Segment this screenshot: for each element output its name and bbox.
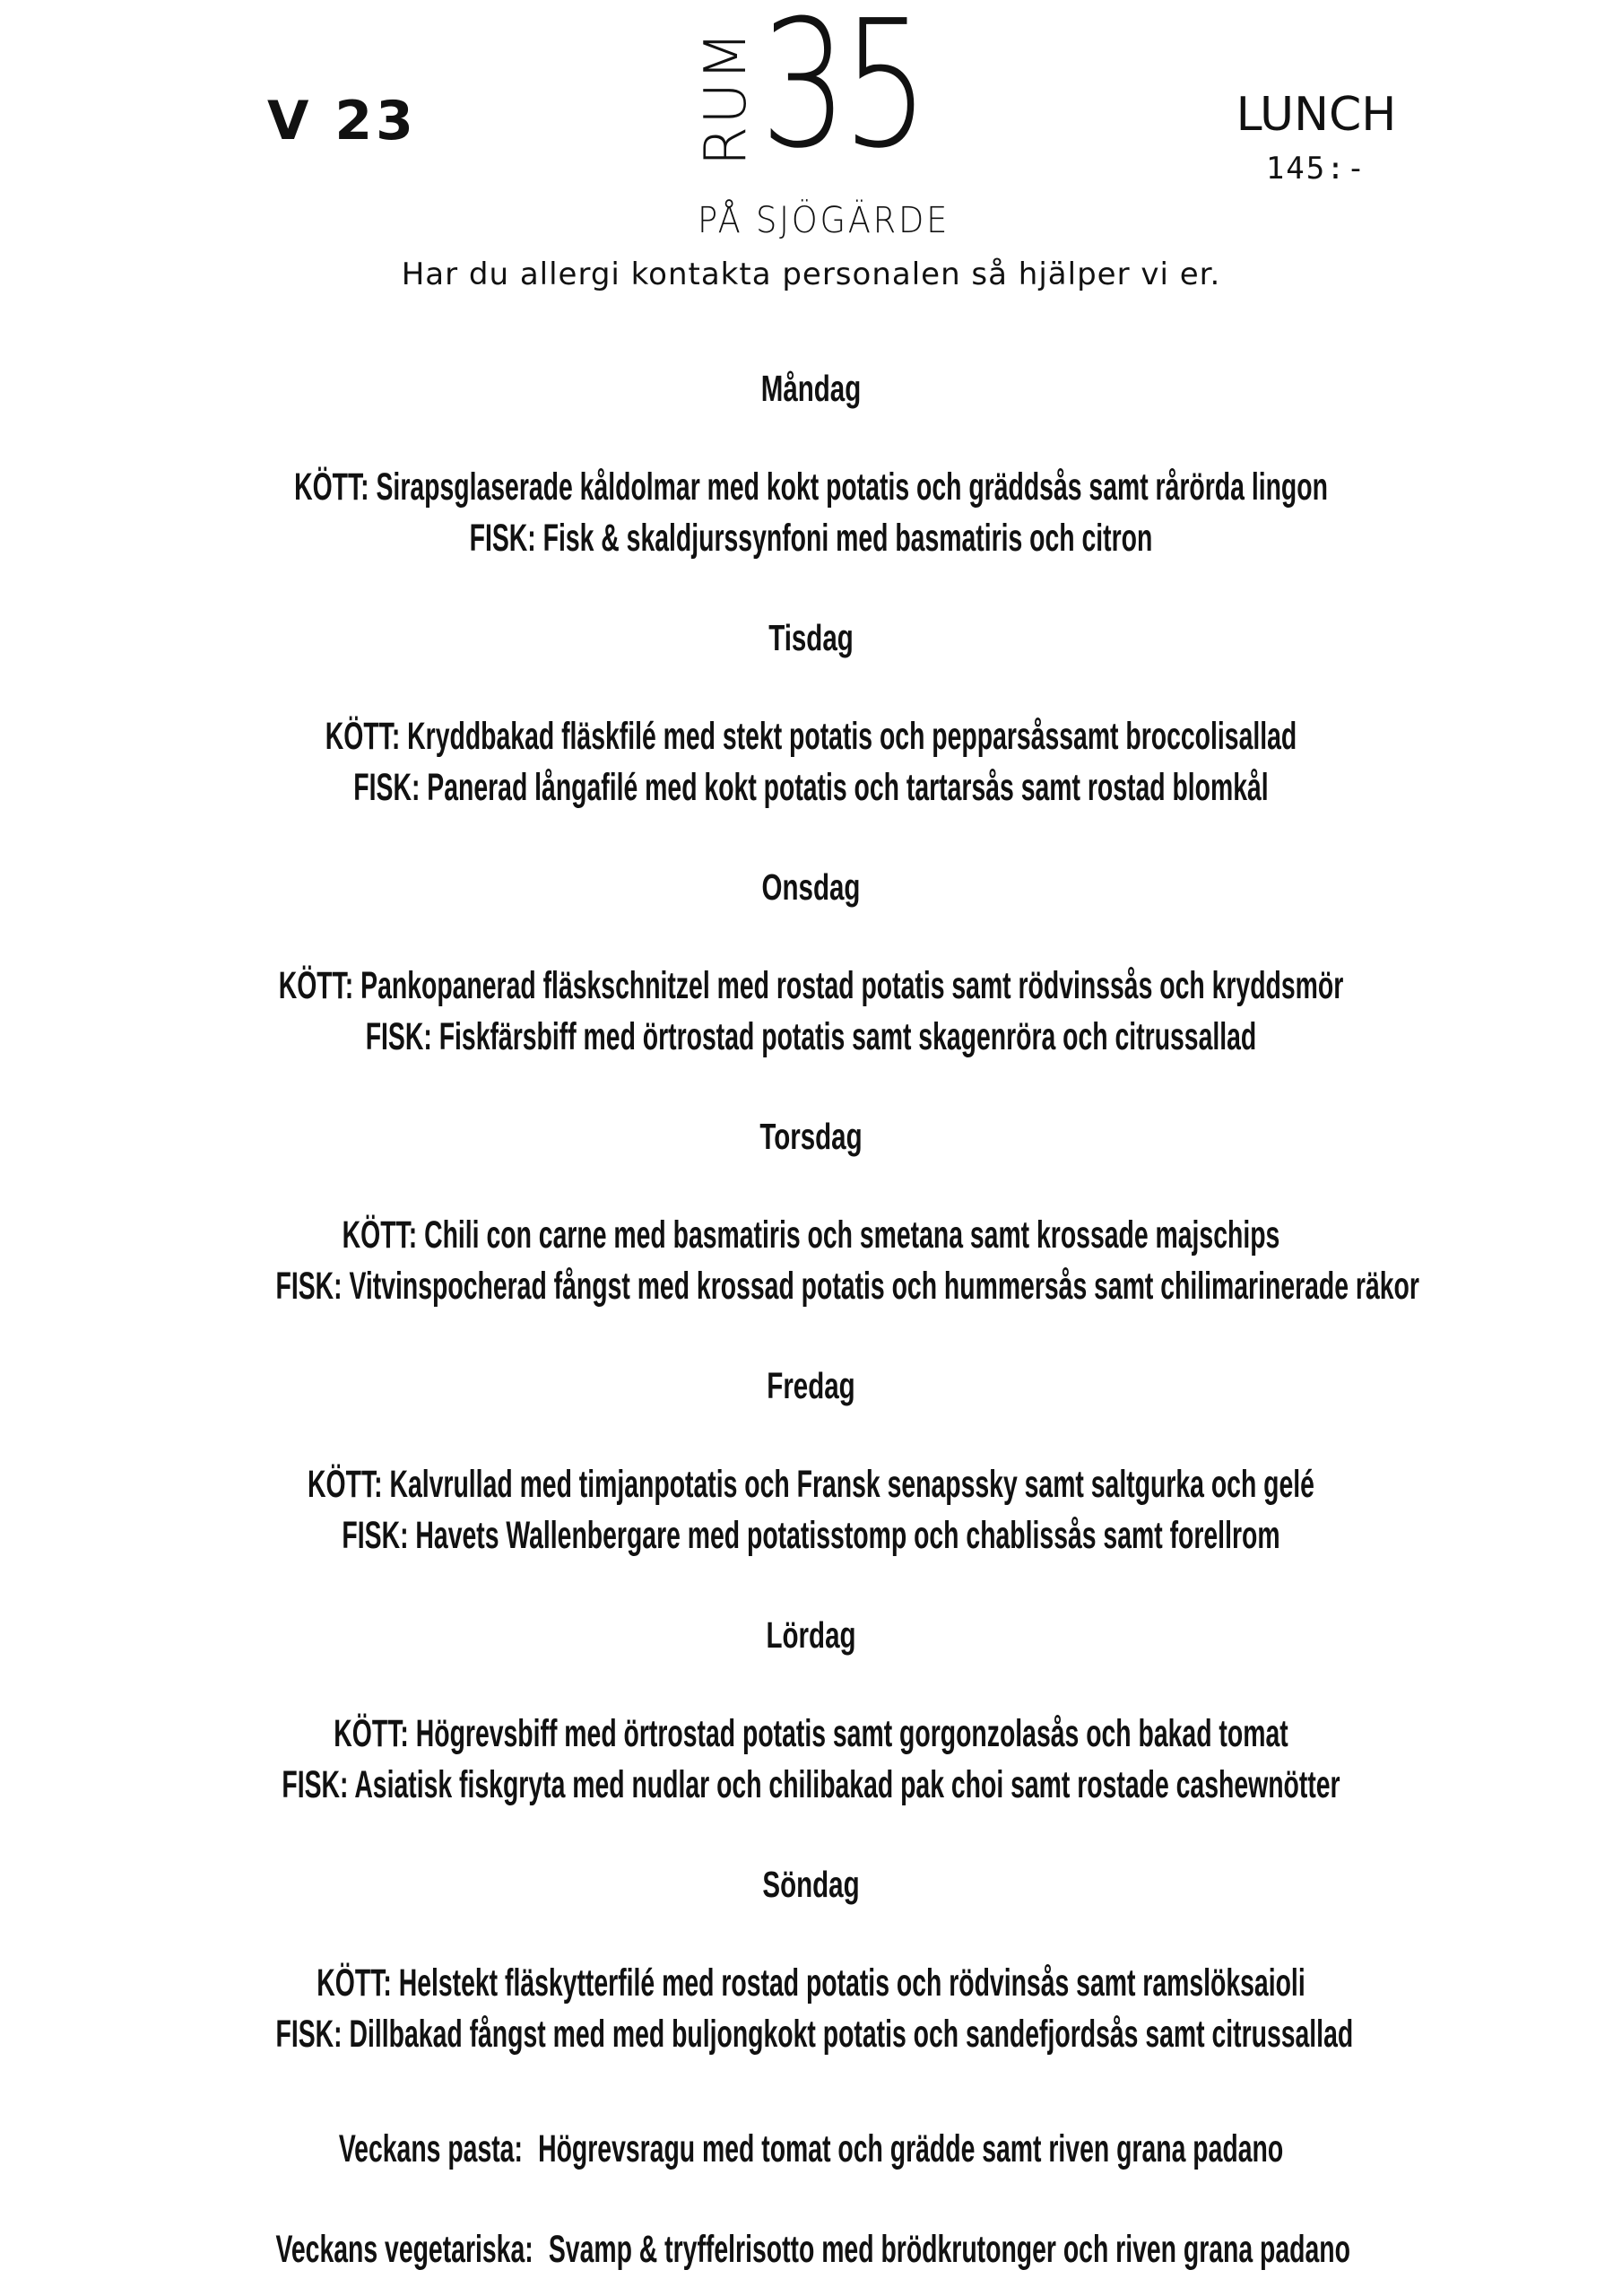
day-heading: Onsdag — [761, 866, 861, 908]
meat-dish: KÖTT: Chili con carne med basmatiris och smetana samt krossade majschips — [342, 1213, 1280, 1257]
meat-dish: KÖTT: Helstekt fläskytterfilé med rostad potatis och rödvinsås samt ramslöksaioli — [317, 1961, 1305, 2005]
day-block-sunday — [0, 1859, 1622, 2109]
day-block-tuesday — [0, 613, 1622, 862]
fish-dish: FISK: Fiskfärsbiff med örtrostad potatis samt skagenröra och citrussallad — [365, 1015, 1257, 1058]
weekly-vegetarian — [275, 2228, 1350, 2272]
weekly-vegetarian-dish: Svamp & tryffelrisotto med brödkrutonger och riven grana padano — [548, 2228, 1350, 2271]
restaurant-logo — [690, 0, 959, 241]
day-heading: Tisdag — [768, 617, 854, 658]
day-block-thursday — [0, 1111, 1622, 1361]
day-heading: Måndag — [760, 368, 862, 409]
weekly-vegetarian-label: Veckans vegetariska: — [275, 2228, 533, 2271]
meat-dish: KÖTT: Kryddbakad fläskfilé med stekt potatis och pepparsåssamt broccolisallad — [325, 715, 1297, 758]
menu-header — [0, 0, 1622, 287]
fish-dish: FISK: Fisk & skaldjurssynfoni med basmatiris och citron — [469, 517, 1153, 560]
day-block-wednesday — [0, 862, 1622, 1111]
allergy-note: Har du allergi kontakta personalen så hjälper vi er. — [401, 257, 1221, 292]
day-heading: Söndag — [762, 1864, 860, 1905]
logo-rum-text: RUM — [693, 29, 759, 167]
weekly-pasta-label: Veckans pasta: — [338, 2127, 523, 2170]
logo-subtitle: PÅ SJÖGÄRDE — [698, 200, 950, 241]
day-block-friday — [0, 1361, 1622, 1610]
week-number: V 23 — [267, 90, 417, 152]
day-heading: Fredag — [767, 1365, 855, 1406]
meat-dish: KÖTT: Högrevsbiff med örtrostad potatis samt gorgonzolasås och bakad tomat — [334, 1712, 1288, 1755]
day-block-saturday — [0, 1610, 1622, 1859]
fish-dish: FISK: Vitvinspocherad fångst med krossad potatis och hummersås samt chilimarinerade räkor — [275, 1265, 1419, 1308]
weekly-pasta — [276, 2127, 1347, 2171]
fish-dish: FISK: Havets Wallenbergare med potatisstomp och chablissås samt forellrom — [342, 1514, 1280, 1557]
weekly-menu — [0, 363, 1622, 2109]
day-heading: Torsdag — [759, 1116, 863, 1157]
fish-dish: FISK: Panerad långafilé med kokt potatis och tartarsås samt rostad blomkål — [353, 766, 1269, 809]
fish-dish: FISK: Asiatisk fiskgryta med nudlar och chilibakad pak choi samt rostade cashewnötter — [282, 1763, 1340, 1806]
meat-dish: KÖTT: Sirapsglaserade kåldolmar med kokt potatis och gräddsås samt rårörda lingon — [294, 465, 1328, 509]
logo-number: 35 — [760, 0, 924, 187]
meat-dish: KÖTT: Pankopanerad fläskschnitzel med rostad potatis samt rödvinssås och kryddsmör — [278, 964, 1344, 1007]
day-block-monday — [0, 363, 1622, 613]
meat-dish: KÖTT: Kalvrullad med timjanpotatis och Fransk senapssky samt saltgurka och gelé — [308, 1463, 1314, 1506]
day-heading: Lördag — [766, 1614, 856, 1656]
lunch-price: 145:- — [1265, 151, 1367, 187]
lunch-label: LUNCH — [1236, 88, 1397, 142]
weekly-pasta-dish: Högrevsragu med tomat och grädde samt riven grana padano — [538, 2127, 1284, 2170]
fish-dish: FISK: Dillbakad fångst med med buljongkokt potatis och sandefjordsås samt citrussallad — [275, 2013, 1354, 2056]
